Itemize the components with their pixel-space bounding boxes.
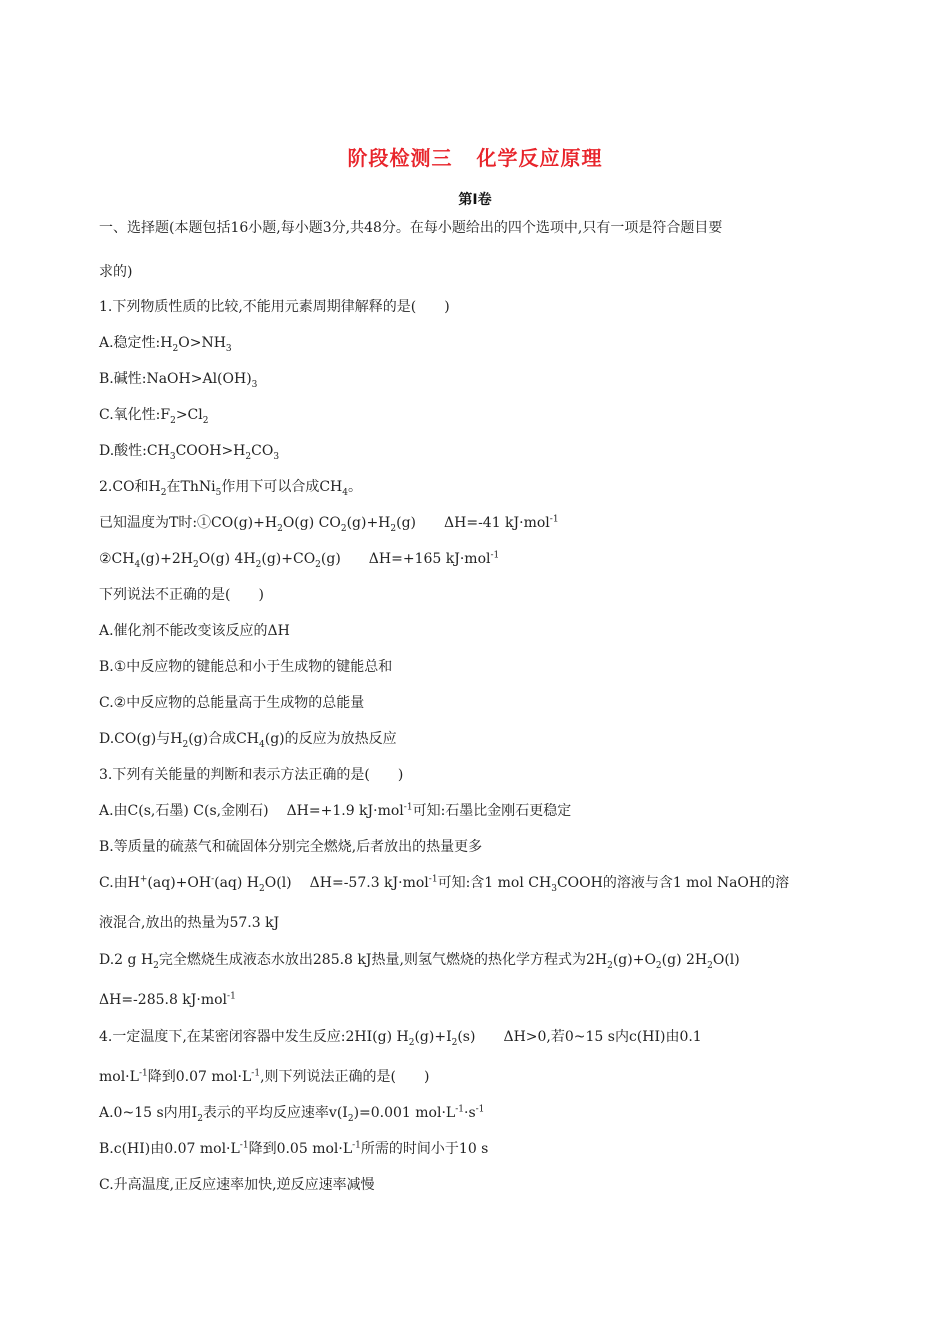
- text-run: B.碱性:NaOH>Al(OH): [99, 371, 252, 387]
- text-run: ΔH>0,若0~15 s内c(HI)由0.1: [503, 1029, 702, 1045]
- subscript: 2: [277, 523, 283, 534]
- text-run: ΔH=-41 kJ·mol: [444, 515, 550, 531]
- text-run: O(g) 4H: [198, 551, 256, 567]
- q1-stem: 1.下列物质性质的比较,不能用元素周期律解释的是( ): [99, 299, 450, 315]
- text-run: (g)+H: [346, 515, 391, 531]
- q1-option-d: [99, 441, 279, 461]
- text-run: D.CO(g)与H: [99, 731, 183, 747]
- subscript: 3: [169, 451, 176, 462]
- text-run: (g)+CO: [261, 551, 316, 567]
- subscript: 2: [245, 451, 252, 462]
- subscript: 2: [202, 415, 209, 426]
- subscript: 3: [273, 451, 280, 462]
- text-run: ΔH=-285.8 kJ·mol: [99, 992, 228, 1008]
- text-run: (s): [457, 1029, 476, 1045]
- text-run: 表示的平均反应速率v(I: [202, 1105, 348, 1121]
- subscript: 3: [251, 379, 258, 390]
- subscript: 3: [225, 343, 232, 354]
- q1-option-c: [99, 405, 208, 425]
- subscript: 2: [451, 1037, 458, 1048]
- subscript: 2: [192, 559, 199, 570]
- text-run: C.氧化性:F: [99, 407, 171, 423]
- superscript: -1: [239, 1140, 249, 1151]
- subscript: 4: [259, 739, 265, 750]
- q4-stem: [99, 1027, 702, 1047]
- text-run: O(l): [264, 875, 292, 891]
- superscript: -1: [475, 1104, 485, 1115]
- text-run: (g)+I: [414, 1029, 452, 1045]
- subscript: 2: [197, 1113, 203, 1124]
- text-run: ,则下列说法正确的是( ): [260, 1069, 430, 1085]
- q4-option-c: C.升高温度,正反应速率加快,逆反应速率减慢: [99, 1177, 375, 1193]
- superscript: -1: [428, 874, 438, 885]
- text-run: 所需的时间小于10 s: [360, 1141, 489, 1157]
- q2-reaction-2: [99, 549, 499, 569]
- text-run: (g)合成CH: [188, 731, 260, 747]
- q3-option-c-line2: 液混合,放出的热量为57.3 kJ: [99, 915, 280, 931]
- text-run: 在ThNi: [166, 479, 216, 495]
- text-run: ②CH: [99, 551, 135, 567]
- subscript: 2: [347, 1113, 354, 1124]
- subscript: 2: [390, 523, 397, 534]
- q3-option-c: [99, 873, 789, 893]
- text-run: 已知温度为T时:①CO(g)+H: [99, 515, 278, 531]
- q3-option-d: [99, 950, 740, 970]
- text-run: 作用下可以合成CH: [221, 479, 343, 495]
- q3-option-a: [99, 801, 571, 821]
- subscript: 2: [408, 1037, 415, 1048]
- superscript: -1: [251, 1068, 261, 1079]
- text-run: (aq) H: [214, 875, 260, 891]
- text-run: (g)+O: [612, 952, 656, 968]
- q2-option-b: B.①中反应物的键能总和小于生成物的键能总和: [99, 659, 393, 675]
- superscript: -1: [549, 514, 559, 525]
- q3-option-d-line2: [99, 990, 236, 1010]
- q2-reaction-1: [99, 513, 559, 533]
- text-run: C.由H: [99, 875, 140, 891]
- text-run: 2.CO和H: [99, 479, 161, 495]
- subscript: 4: [342, 487, 348, 498]
- q3-stem: 3.下列有关能量的判断和表示方法正确的是( ): [99, 767, 404, 783]
- q4-stem-line2: [99, 1067, 429, 1087]
- text-run: ΔH=+165 kJ·mol: [368, 551, 491, 567]
- subscript: 2: [607, 960, 613, 971]
- subscript: 5: [215, 487, 222, 498]
- q1-option-a: [99, 333, 232, 353]
- subscript: 3: [551, 883, 557, 894]
- superscript: -1: [403, 802, 413, 813]
- superscript: -1: [455, 1104, 464, 1115]
- subscript: 2: [160, 487, 167, 498]
- page-title: [0, 142, 950, 171]
- text-run: CO: [251, 443, 274, 459]
- text-run: 降到0.05 mol·L: [248, 1141, 353, 1157]
- text-run: ΔH=-57.3 kJ·mol: [309, 875, 429, 891]
- text-run: (g): [320, 551, 341, 567]
- subscript: 4: [134, 559, 141, 570]
- superscript: -1: [138, 1068, 148, 1079]
- subscript: 2: [340, 523, 347, 534]
- text-run: 。: [347, 479, 362, 495]
- subscript: 2: [707, 960, 713, 971]
- text-run: A.稳定性:H: [99, 335, 173, 351]
- text-run: O(g) CO: [282, 515, 341, 531]
- q2-option-d: [99, 729, 397, 749]
- subscript: 2: [153, 960, 159, 971]
- text-run: )=0.001 mol·L: [353, 1105, 456, 1121]
- text-run: 可知:含1 mol CH: [437, 875, 552, 891]
- subscript: 2: [182, 739, 189, 750]
- section-heading: 第Ⅰ卷: [458, 192, 492, 208]
- text-run: D.酸性:CH: [99, 443, 170, 459]
- title-part1: 阶段检测三: [347, 146, 453, 170]
- subscript: 2: [170, 415, 176, 426]
- text-run: D.2 g H: [99, 952, 154, 968]
- text-run: A.由C(s,石墨) C(s,金刚石): [99, 803, 269, 819]
- text-run: 降到0.07 mol·L: [147, 1069, 252, 1085]
- subscript: 2: [315, 559, 321, 570]
- q3-option-b: B.等质量的硫蒸气和硫固体分别完全燃烧,后者放出的热量更多: [99, 839, 483, 855]
- title-part2: 化学反应原理: [476, 146, 603, 170]
- text-run: ΔH=+1.9 kJ·mol: [286, 803, 404, 819]
- text-run: 可知:石墨比金刚石更稳定: [412, 803, 572, 819]
- text-run: 完全燃烧生成液态水放出285.8 kJ热量,则氢气燃烧的热化学方程式为2H: [158, 952, 608, 968]
- q1-option-b: [99, 369, 257, 389]
- q2-stem: [99, 477, 362, 497]
- text-run: (aq)+OH: [147, 875, 212, 891]
- text-run: ·s: [464, 1105, 476, 1121]
- text-run: (g) 2H: [661, 952, 708, 968]
- text-run: B.c(HI)由0.07 mol·L: [99, 1141, 240, 1157]
- text-run: (g)+2H: [140, 551, 193, 567]
- text-run: (g)的反应为放热反应: [264, 731, 397, 747]
- superscript: -1: [227, 991, 236, 1002]
- subscript: 2: [259, 883, 265, 894]
- subscript: 2: [255, 559, 262, 570]
- instructions-line2: 求的): [99, 264, 133, 280]
- text-run: O(l): [712, 952, 740, 968]
- superscript: -: [211, 874, 215, 885]
- superscript: -1: [352, 1140, 361, 1151]
- subscript: 2: [172, 343, 179, 354]
- superscript: +: [139, 874, 148, 885]
- text-run: O>NH: [178, 335, 226, 351]
- text-run: COOH>H: [175, 443, 246, 459]
- instructions-line1: 一、选择题(本题包括16小题,每小题3分,共48分。在每小题给出的四个选项中,只有一项是符合题目要: [99, 220, 723, 236]
- subscript: 2: [655, 960, 662, 971]
- text-run: >Cl: [175, 407, 203, 423]
- text-run: A.0~15 s内用I: [99, 1105, 198, 1121]
- q2-option-a: A.催化剂不能改变该反应的ΔH: [99, 623, 290, 639]
- superscript: -1: [490, 550, 500, 561]
- q2-ask: 下列说法不正确的是( ): [99, 587, 264, 603]
- text-run: COOH的溶液与含1 mol NaOH的溶: [556, 875, 790, 891]
- q4-option-b: [99, 1139, 488, 1159]
- q2-option-c: C.②中反应物的总能量高于生成物的总能量: [99, 695, 365, 711]
- text-run: (g): [396, 515, 417, 531]
- q4-option-a: [99, 1103, 484, 1123]
- text-run: 4.一定温度下,在某密闭容器中发生反应:2HI(g) H: [99, 1029, 409, 1045]
- text-run: mol·L: [99, 1069, 139, 1085]
